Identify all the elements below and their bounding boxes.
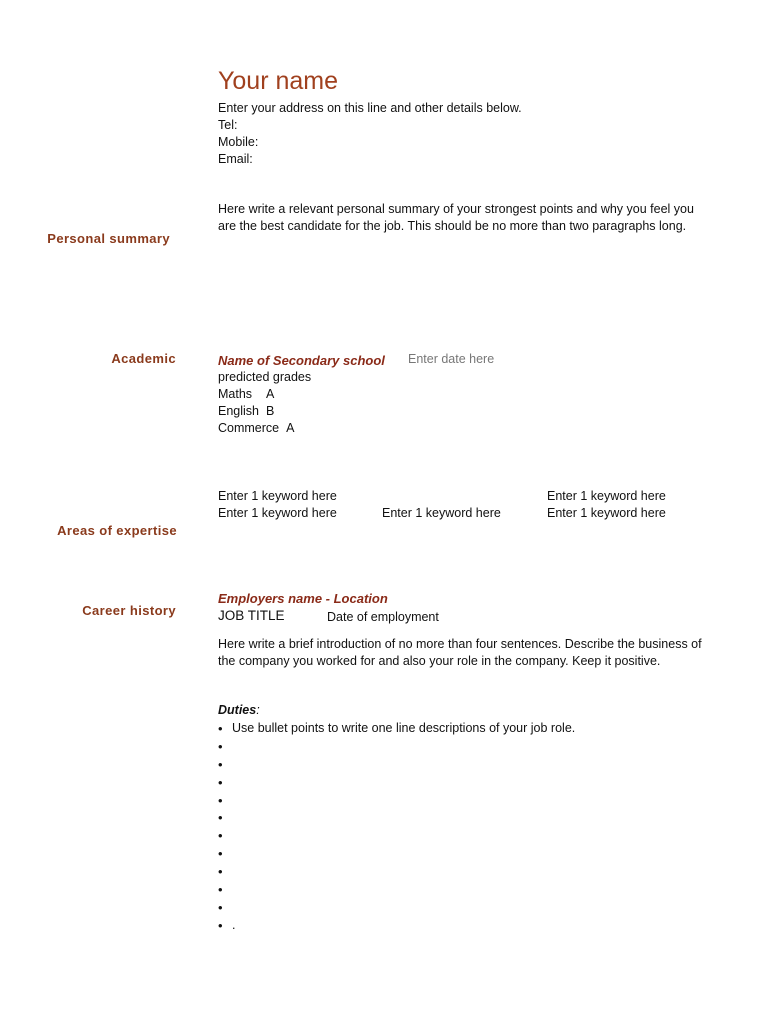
- job-title: JOB TITLE: [218, 608, 285, 623]
- grade-subject: English: [218, 404, 259, 418]
- duty-item: [218, 756, 575, 774]
- career-intro: Here write a brief introduction of no more than four sentences. Describe the business of the company you worked for and also your role in the company. Keep it positive.: [218, 637, 702, 668]
- career-history-label: Career history: [82, 603, 176, 618]
- duty-item: • .: [218, 917, 575, 935]
- grade-value: B: [265, 404, 275, 418]
- email-line: Email:: [218, 152, 253, 166]
- grade-value: A: [265, 387, 275, 401]
- academic-label: Academic: [111, 351, 176, 366]
- keyword: Enter 1 keyword here: [218, 506, 337, 520]
- predicted-grades-label: predicted grades: [218, 370, 312, 384]
- duties-colon: :: [256, 703, 260, 717]
- duties-heading: [218, 703, 260, 717]
- duty-item: [218, 738, 575, 756]
- grade-subject: Maths: [218, 387, 253, 401]
- duties-list: [218, 720, 575, 935]
- grade-row: [218, 386, 274, 403]
- keyword: Enter 1 keyword here: [547, 506, 666, 520]
- grade-row: [218, 420, 294, 437]
- personal-summary-text: Here write a relevant personal summary of your strongest points and why you feel you are the best candidate for the job. This should be no more than two paragraphs long.: [218, 202, 694, 233]
- grade-subject: Commerce: [218, 421, 280, 435]
- duty-item: [218, 863, 575, 881]
- grade-row: [218, 403, 274, 420]
- areas-of-expertise-label: Areas of expertise: [57, 523, 177, 538]
- school-name: Name of Secondary school: [218, 353, 385, 368]
- duty-item: • Use bullet points to write one line descriptions of your job role.: [218, 720, 575, 738]
- duty-item: [218, 792, 575, 810]
- duty-item: [218, 899, 575, 917]
- keyword: Enter 1 keyword here: [547, 489, 666, 503]
- keyword: Enter 1 keyword here: [382, 506, 501, 520]
- personal-summary-label: Personal summary: [47, 231, 170, 246]
- employer-heading: [218, 590, 388, 608]
- candidate-name: Your name: [218, 67, 338, 95]
- duty-item: [218, 809, 575, 827]
- duty-item: [218, 845, 575, 863]
- employment-date: Date of employment: [327, 610, 439, 624]
- keyword: Enter 1 keyword here: [218, 489, 337, 503]
- mobile-line: Mobile:: [218, 135, 259, 149]
- address-line: Enter your address on this line and other details below.: [218, 101, 522, 115]
- school-date: Enter date here: [408, 352, 495, 366]
- duty-item: [218, 881, 575, 899]
- duty-item: [218, 774, 575, 792]
- duties-label: Duties: [218, 703, 257, 717]
- tel-line: Tel:: [218, 118, 238, 132]
- employer-name: Employers name - Location: [218, 591, 388, 606]
- duty-item: [218, 827, 575, 845]
- school-heading: [218, 352, 385, 370]
- grade-value: A: [286, 421, 295, 435]
